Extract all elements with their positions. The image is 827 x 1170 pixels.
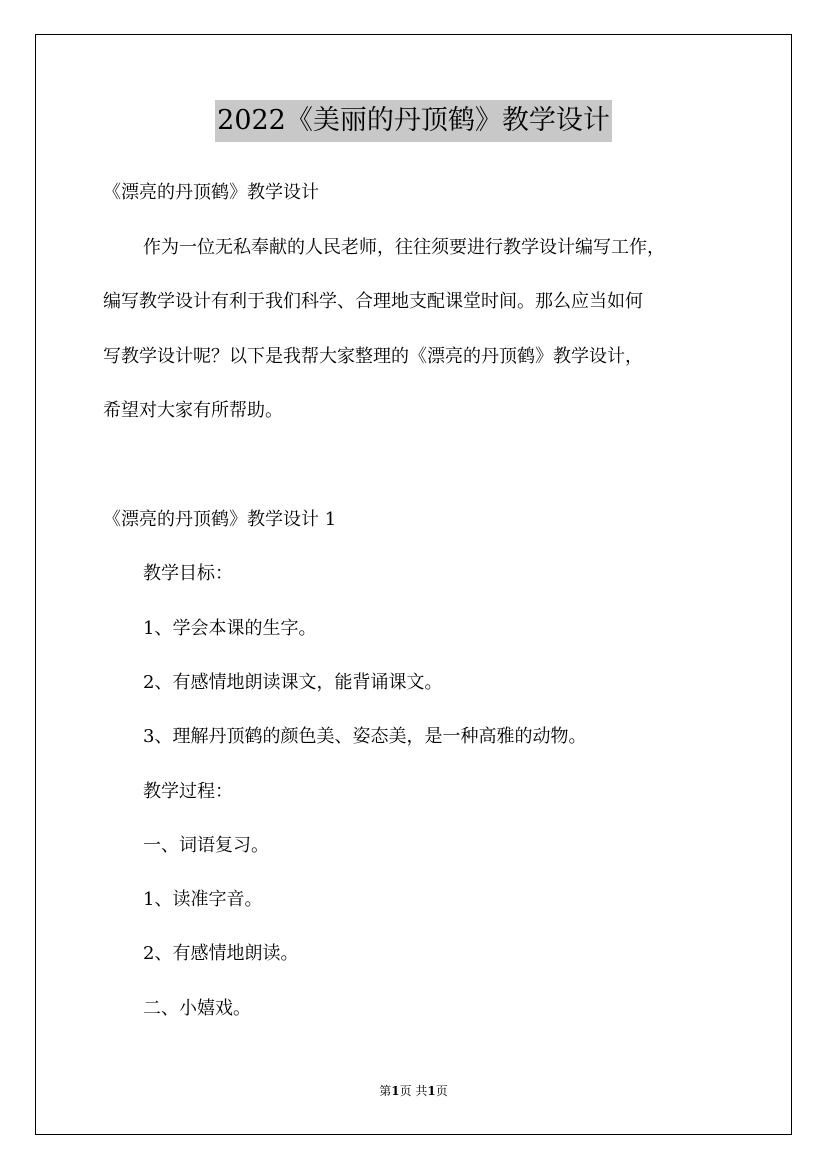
page-mid: 页 共: [399, 1084, 428, 1098]
step1-heading: 一、词语复习。: [143, 835, 269, 856]
intro-line-3: 写教学设计呢？以下是我帮大家整理的《漂亮的丹顶鹤》教学设计，: [103, 346, 643, 367]
section-heading: 《漂亮的丹顶鹤》教学设计 1: [103, 509, 337, 530]
document-title: 2022《美丽的丹顶鹤》教学设计: [215, 100, 612, 142]
step1-item-1: 1、读准字音。: [143, 889, 263, 910]
goal-item-3: 3、理解丹顶鹤的颜色美、姿态美，是一种高雅的动物。: [143, 726, 587, 747]
process-label: 教学过程：: [143, 781, 233, 802]
goal-item-1: 1、学会本课的生字。: [143, 618, 317, 639]
intro-line-1: 作为一位无私奉献的人民老师，往往须要进行教学设计编写工作，: [143, 237, 665, 258]
goals-label: 教学目标：: [143, 563, 233, 584]
page-current-number: 1: [391, 1084, 400, 1098]
goal-item-2: 2、有感情地朗读课文，能背诵课文。: [143, 672, 443, 693]
document-subtitle: 《漂亮的丹顶鹤》教学设计: [103, 182, 319, 203]
page-prefix: 第: [379, 1084, 392, 1098]
page-suffix: 页: [435, 1084, 448, 1098]
intro-line-4: 希望对大家有所帮助。: [103, 400, 283, 421]
intro-line-2: 编写教学设计有利于我们科学、合理地支配课堂时间。那么应当如何: [103, 291, 643, 312]
step2-heading: 二、小嬉戏。: [143, 998, 251, 1019]
page-footer: [0, 1083, 827, 1099]
step1-item-2: 2、有感情地朗读。: [143, 943, 299, 964]
page-total-number: 1: [427, 1084, 436, 1098]
title-container: [0, 100, 827, 142]
